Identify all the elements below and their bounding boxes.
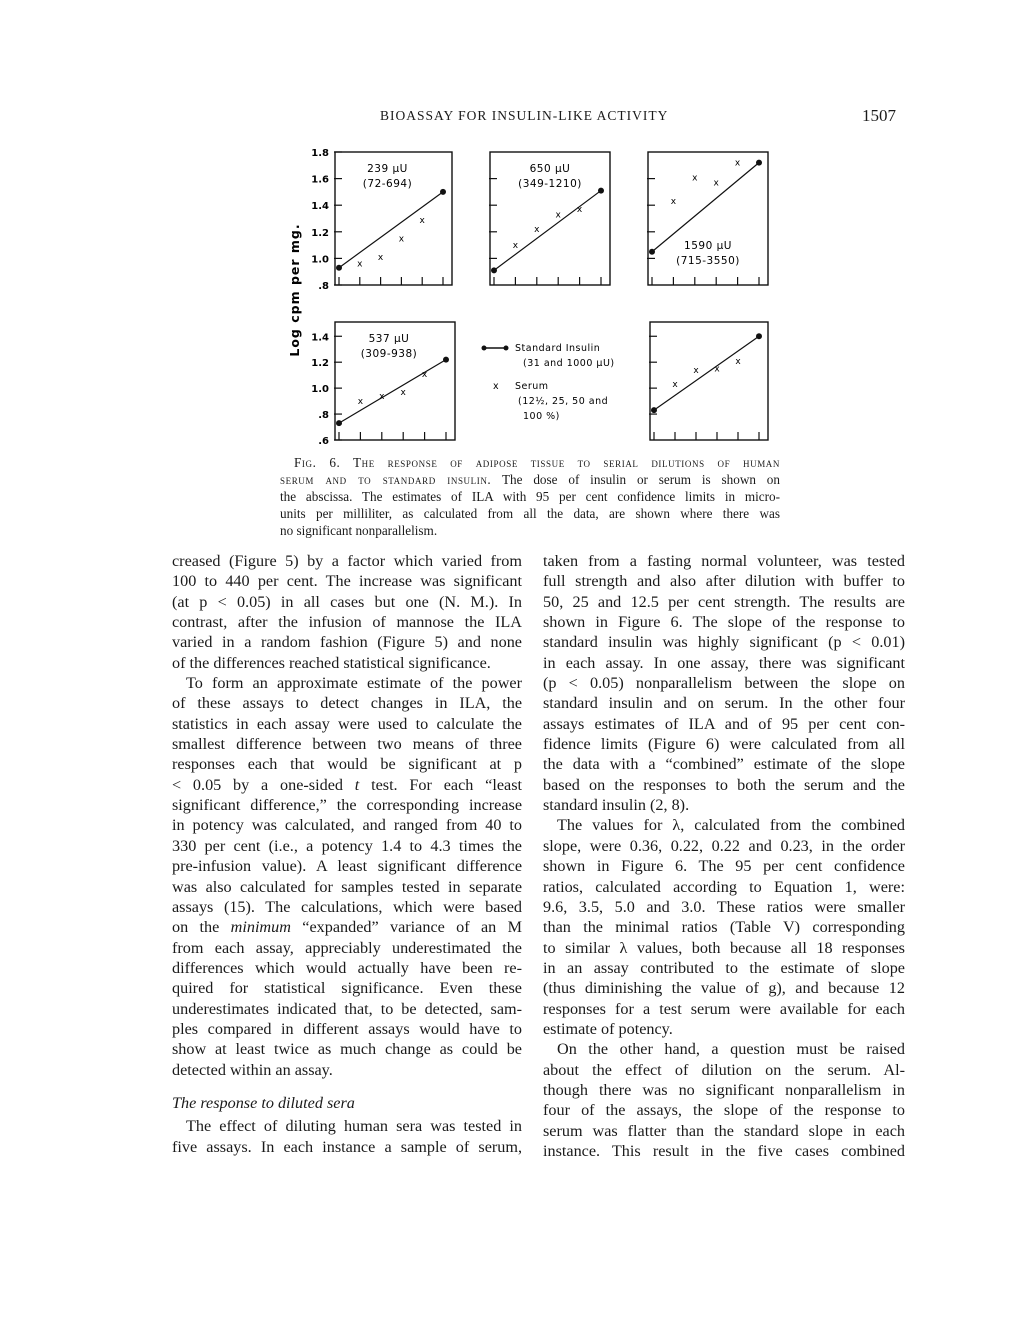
legend-serum-sub: (12½, 25, 50 and [518, 396, 609, 407]
text-line: 100 to 440 per cent. The increase was significant [172, 572, 522, 591]
text-line: detected within an assay. [172, 1060, 333, 1079]
serum-point: x [400, 388, 406, 399]
text-line: in an assay contributed to the estimate of slope [543, 958, 905, 977]
text-line: 50, 25 and 12.5 per cent strength. The results are [543, 592, 905, 611]
serum-point: x [421, 369, 428, 380]
plot-frame [650, 322, 768, 440]
text-line: than the minimal ratios (Table V) corresponding [543, 918, 905, 937]
confidence-limits-label: (349-1210) [518, 178, 582, 190]
text-line: significant difference,” the corresponding increase [172, 796, 522, 815]
text-line: of these assays to detect changes in ILA, the [172, 694, 522, 713]
serum-point: x [714, 364, 720, 375]
text-segment: serum and to standard insulin. [280, 472, 492, 487]
serum-point: x [379, 391, 385, 402]
standard-point [598, 188, 604, 194]
text-line [280, 505, 780, 522]
text-line: though there was no significant nonparallelism in [543, 1080, 905, 1099]
text-line: quired for statistical significance. Even these [172, 979, 522, 998]
text-segment: test. For each “least [359, 775, 522, 794]
serum-point: x [357, 259, 363, 270]
figure-6 [0, 0, 1020, 460]
figure-caption [280, 454, 780, 539]
text-line: taken from a fasting normal volunteer, was tested [543, 552, 905, 570]
serum-point: x [576, 205, 583, 216]
confidence-limits-label: (72-694) [362, 178, 413, 190]
text-line: about the effect of dilution on the serum. Al- [543, 1060, 905, 1079]
y-tick-label: 1.4 [311, 332, 329, 344]
text-line: On the other hand, a question must be raised [557, 1040, 905, 1059]
text-line: to similar λ values, both because all 18 responses [543, 938, 905, 957]
text-line: full strength and also after dilution with buffer to [543, 572, 905, 591]
standard-point [651, 407, 657, 413]
text-line: shown in Figure 6. The 95 per cent confidence [543, 857, 905, 876]
standard-point [443, 357, 449, 363]
confidence-limits-label: (309-938) [360, 348, 418, 360]
legend-serum-label: Serum [515, 381, 549, 392]
text-line: (at p < 0.05) in all cases but one (N. M.). In [172, 592, 522, 611]
text-line: in each assay. In one assay, there was significant [543, 653, 905, 672]
assay-panel-3 [647, 152, 768, 285]
text-line: varied in a random fashion (Figure 5) and none [172, 633, 522, 652]
y-tick-label: 1.4 [311, 201, 329, 213]
serum-point: x [735, 356, 741, 367]
assay-panel-1 [311, 148, 452, 292]
text-line: pre-infusion value). A least significant difference [172, 857, 522, 876]
text-line: estimate of potency. [543, 1019, 673, 1038]
standard-line [654, 336, 759, 410]
text-line: the data with a “combined” estimate of the slope [543, 755, 905, 774]
text-line: (thus diminishing the value of g), and because 12 [543, 979, 905, 998]
standard-point [649, 249, 655, 255]
text-line: fidence limits (Figure 6) were calculated from all [543, 735, 905, 754]
serum-point: x [692, 173, 698, 184]
text-line: serum was flatter than the standard slope in each [543, 1121, 905, 1140]
serum-point: x [377, 253, 384, 264]
left-column [172, 551, 522, 1157]
serum-point: x [357, 397, 364, 408]
y-tick-label: 1.0 [311, 254, 329, 266]
confidence-limits-label: (715-3550) [676, 255, 740, 267]
text-line [172, 917, 522, 937]
text-line [172, 775, 522, 795]
standard-line [339, 360, 446, 424]
text-line: standard insulin was highly significant (p < 0.01) [543, 633, 905, 652]
text-line: standard insulin (2, 8). [543, 796, 690, 815]
text-line: responses for a test serum were available for each [543, 999, 905, 1018]
text-segment: “expanded” variance of an M [290, 918, 522, 937]
legend-standard-sub: (31 and 1000 μU) [523, 358, 615, 369]
text-line: (p < 0.05) nonparallelism between the slope on [543, 674, 905, 693]
text-line: underestimates indicated that, to be detected, sam- [172, 999, 522, 1018]
text-line: from each assay, appreciably underestimated the [172, 938, 522, 957]
text-line: shown in Figure 6. The slope of the response to [543, 613, 905, 632]
y-tick-label: 1.2 [311, 358, 329, 370]
text-line: standard insulin and on serum. In the other four [543, 694, 905, 713]
standard-point [440, 189, 446, 195]
text-line [280, 454, 780, 471]
estimate-label: 650 μU [529, 163, 571, 175]
y-tick-label: 1.2 [311, 227, 329, 239]
text-line [280, 522, 780, 539]
text-line: ratios, calculated according to Equation 1, were: [543, 877, 905, 896]
standard-line [339, 192, 443, 268]
text-line: statistics in each assay were used to calculate the [172, 714, 522, 733]
y-tick-label: 1.8 [311, 148, 329, 159]
y-tick-label: .6 [318, 436, 329, 447]
serum-point: x [672, 380, 678, 391]
text-line [280, 488, 780, 505]
text-line: in potency was calculated, and ranged from 40 to [172, 816, 522, 835]
assay-panel-4 [311, 322, 455, 447]
text-line: ples compared in different assays would have to [172, 1019, 522, 1038]
text-line: 330 per cent (i.e., a potency 1.4 to 4.3 times the [172, 836, 522, 855]
estimate-label: 537 μU [368, 333, 410, 345]
serum-point: x [670, 197, 677, 208]
serum-point: x [398, 234, 405, 245]
text-line: instance. This result in the five cases combined [543, 1141, 905, 1160]
text-line: To form an approximate estimate of the power [186, 674, 522, 693]
text-line: contrast, after the infusion of mannose the ILA [172, 613, 522, 632]
serum-point: x [555, 210, 561, 221]
standard-point [491, 267, 497, 273]
legend-standard-point [482, 346, 487, 351]
legend-standard-label: Standard Insulin [515, 343, 601, 354]
standard-line [494, 191, 601, 271]
standard-point [756, 160, 762, 166]
y-tick-label: .8 [318, 281, 329, 292]
legend [482, 343, 615, 422]
y-axis-label: Log cpm per mg. [287, 223, 302, 357]
serum-point: x [713, 178, 719, 189]
right-column [543, 551, 905, 1161]
serum-point: x [534, 225, 540, 236]
text-line: four of the assays, the slope of the response to [543, 1101, 905, 1120]
standard-point [336, 420, 342, 426]
text-line: smallest difference between two means of three [172, 735, 522, 754]
text-line: 9.6, 3.5, 5.0 and 3.0. These ratios were smaller [543, 897, 905, 916]
text-line: responses each that would be significant at p [172, 755, 522, 774]
legend-serum-sub: 100 %) [523, 411, 560, 422]
text-segment: the abscissa. The estimates of ILA with 95 per cent confidence limits in micro- [280, 489, 780, 504]
text-line: assays estimates of ILA and of 95 per cent con- [543, 714, 905, 733]
text-line: was also calculated for samples tested in separate [172, 877, 522, 896]
text-segment: no significant nonparallelism. [280, 523, 438, 538]
serum-point: x [512, 241, 519, 252]
y-tick-label: 1.6 [311, 174, 329, 186]
text-line: of the differences reached statistical significance. [172, 653, 491, 672]
text-segment: The dose of insulin or serum is shown on [491, 472, 780, 487]
italic-text: minimum [230, 918, 291, 937]
estimate-label: 239 μU [367, 163, 408, 175]
serum-point: x [693, 365, 699, 376]
y-tick-label: .8 [318, 410, 329, 422]
text-line: based on the responses to both the serum and the [543, 775, 905, 794]
text-line: The effect of diluting human sera was tested in [186, 1117, 522, 1136]
text-segment: Fig. 6. The response of adipose tissue to serial dilutions of human [294, 455, 780, 470]
standard-point [336, 265, 342, 271]
text-line: creased (Figure 5) by a factor which varied from [172, 552, 522, 570]
text-segment: units per milliliter, as calculated from all the data, are shown where there was [280, 506, 780, 521]
serum-point: x [734, 158, 741, 169]
y-tick-label: 1.0 [311, 384, 329, 396]
legend-serum-marker: x [493, 381, 500, 392]
assay-panel-2 [489, 152, 610, 285]
standard-point [756, 333, 762, 339]
text-line: slope, were 0.36, 0.22, 0.22 and 0.23, in the order [543, 836, 905, 855]
page-number: 1507 [862, 106, 896, 125]
assay-panel-5 [649, 322, 768, 440]
legend-standard-point [504, 346, 509, 351]
text-segment: < 0.05 by a one-sided [172, 775, 355, 794]
text-line: five assays. In each instance a sample of serum, [172, 1137, 522, 1156]
running-title: BIOASSAY FOR INSULIN-LIKE ACTIVITY [380, 108, 669, 123]
serum-point: x [419, 215, 425, 226]
section-heading: The response to diluted sera [172, 1093, 355, 1112]
text-line [280, 471, 780, 488]
text-line: differences which would actually have been re- [172, 958, 522, 977]
text-line: The values for λ, calculated from the combined [557, 816, 905, 835]
text-line: assays (15). The calculations, which were based [172, 897, 522, 916]
text-line: show at least twice as much change as could be [172, 1040, 522, 1059]
italic-text: t [354, 775, 360, 794]
standard-line [652, 163, 759, 252]
text-segment: on the [172, 918, 231, 937]
estimate-label: 1590 μU [684, 240, 732, 252]
